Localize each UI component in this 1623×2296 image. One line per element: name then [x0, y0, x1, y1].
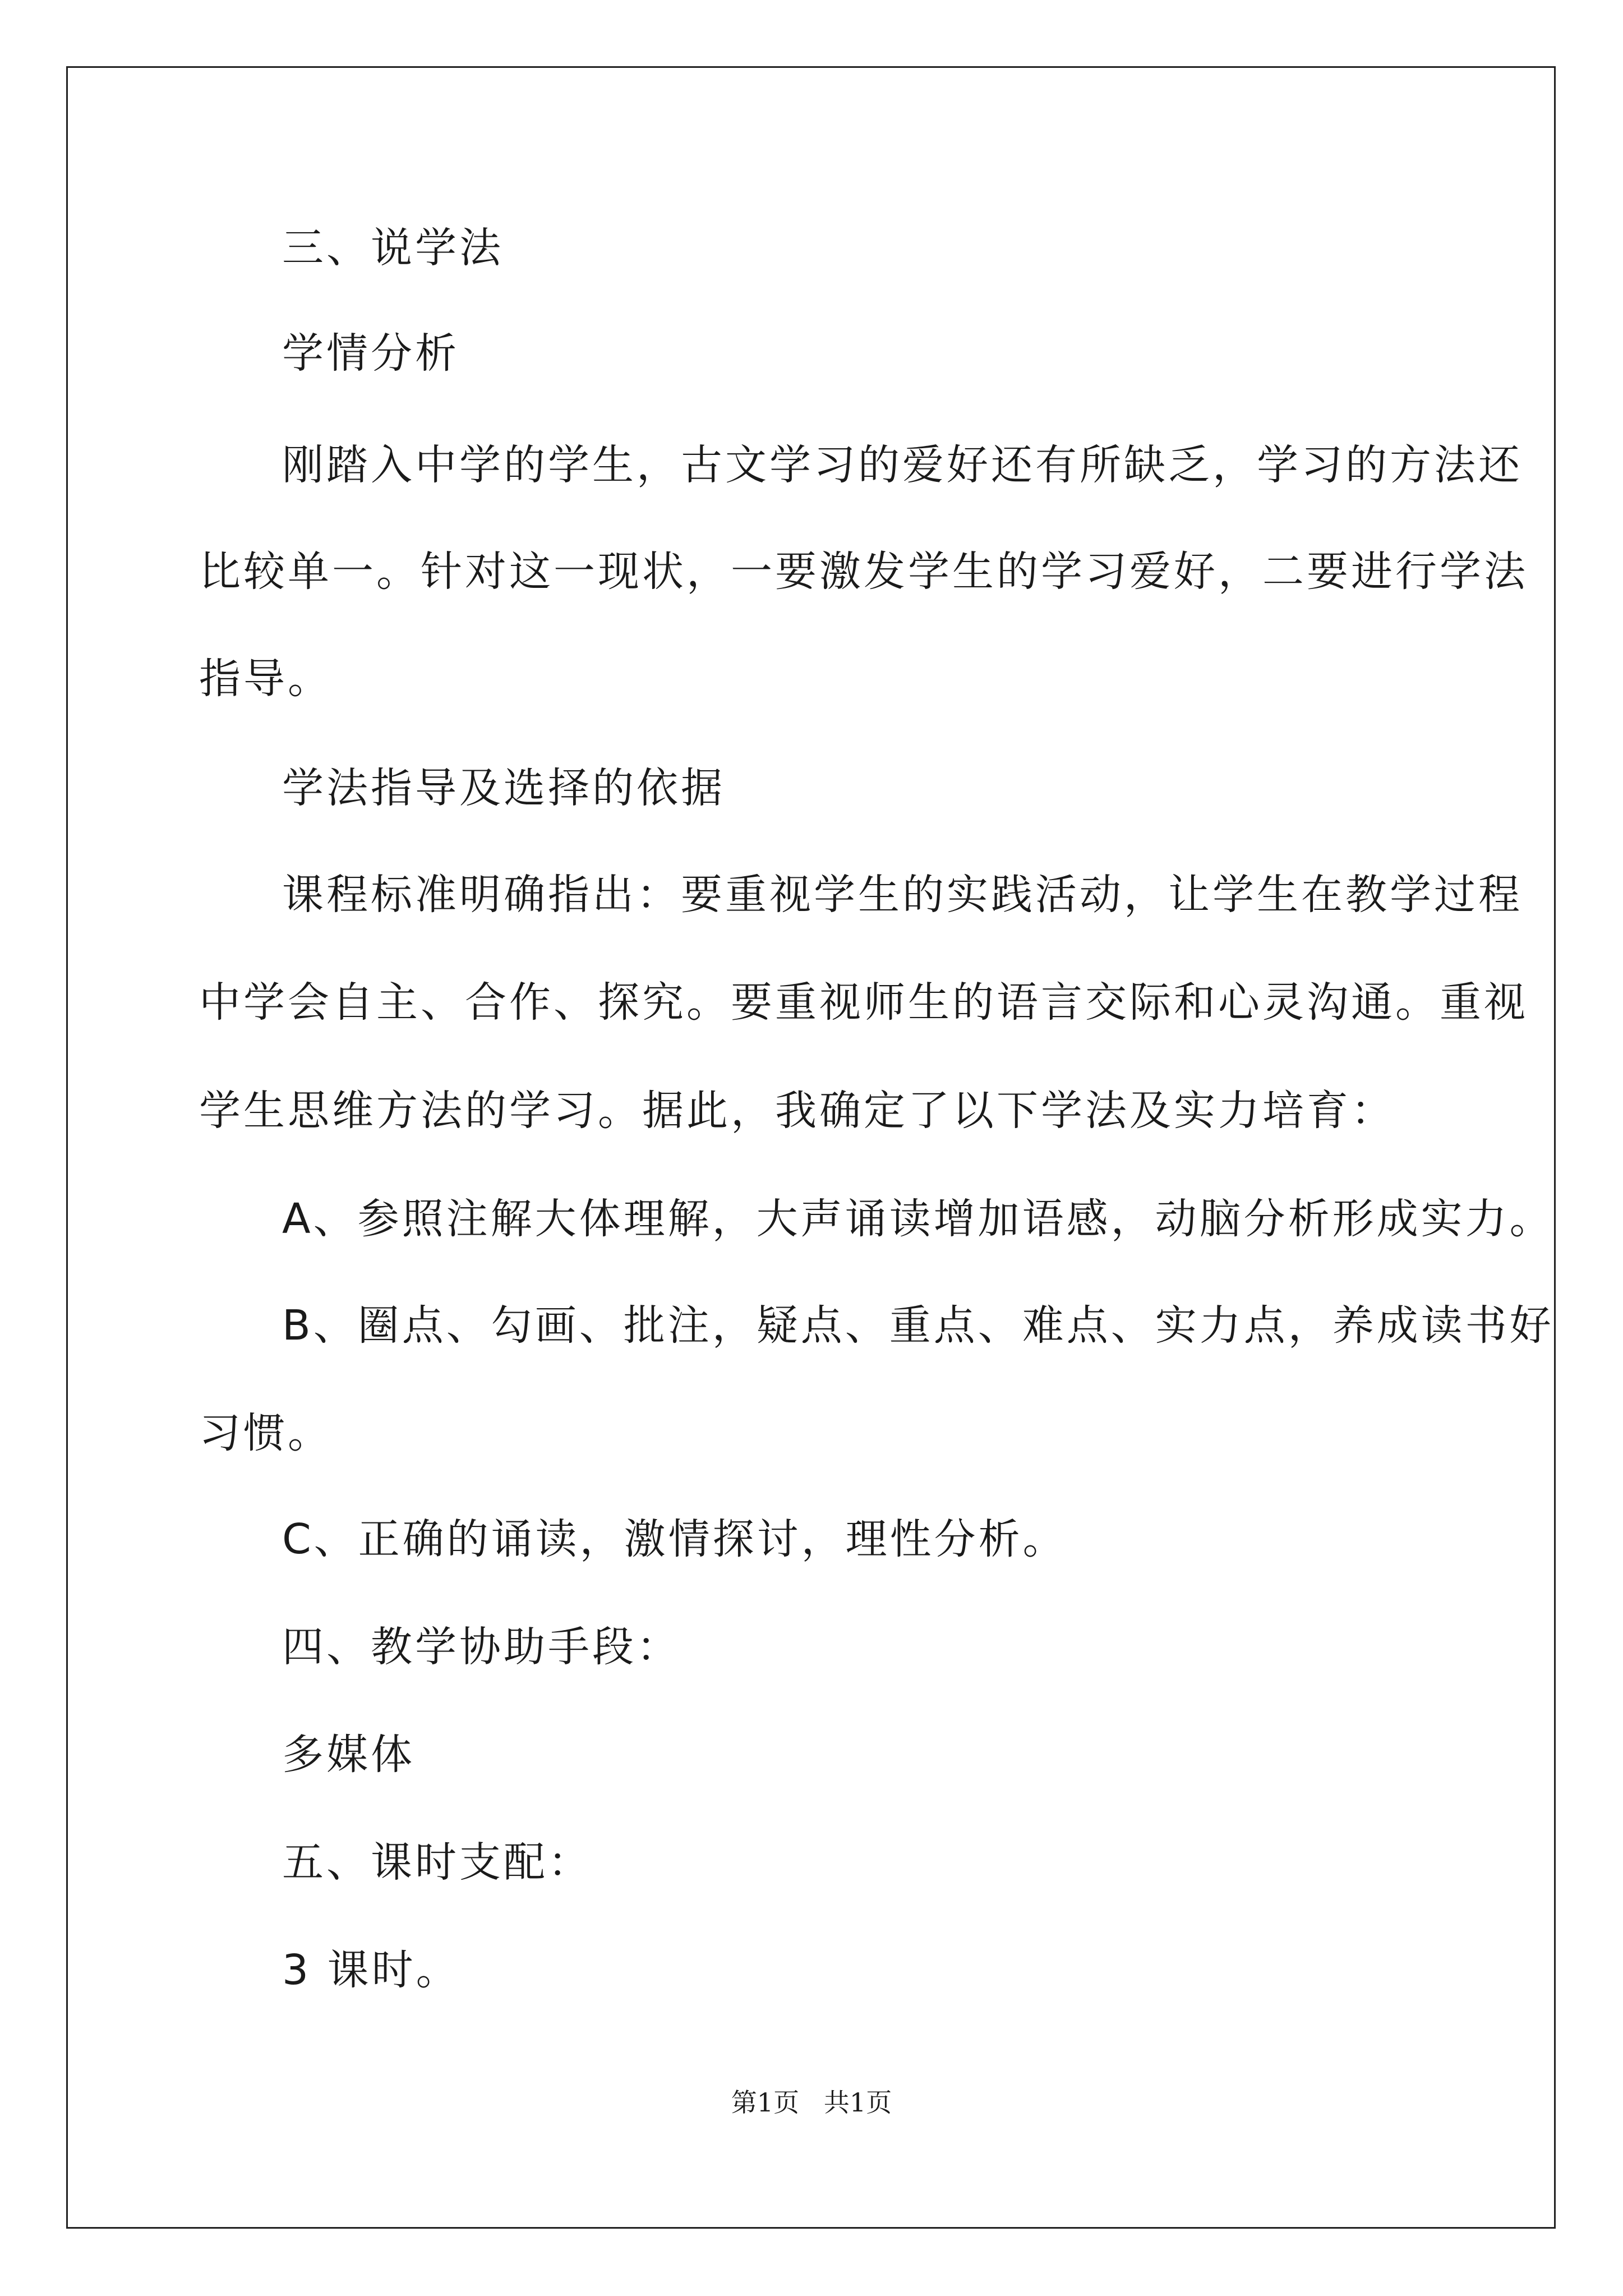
teaching-aid-item: 多媒体: [282, 1731, 415, 1779]
paragraph-line: 比较单一。针对这一现状，一要激发学生的学习爱好，二要进行学法: [199, 547, 1528, 596]
list-item-b-continued: 习惯。: [199, 1409, 332, 1457]
section-heading-schedule: 五、课时支配：: [282, 1838, 592, 1887]
subheading-method-basis: 学法指导及选择的依据: [282, 764, 725, 812]
list-item-a: A、参照注解大体理解，大声诵读增加语感，动脑分析形成实力。: [282, 1195, 1554, 1243]
subheading-learning-analysis: 学情分析: [282, 329, 459, 378]
paragraph-line: 指导。: [199, 655, 332, 703]
page-border: [66, 66, 1556, 2229]
list-item-b: B、圈点、勾画、批注，疑点、重点、难点、实力点，养成读书好: [282, 1301, 1554, 1350]
section-heading-teaching-aids: 四、教学协助手段：: [282, 1623, 681, 1671]
paragraph-line: 刚踏入中学的学生，古文学习的爱好还有所缺乏，学习的方法还: [282, 441, 1523, 489]
page-footer: 第1页 共1页: [731, 2087, 892, 2118]
list-item-c: C、正确的诵读，激情探讨，理性分析。: [282, 1515, 1067, 1563]
section-heading-study-method: 三、说学法: [282, 224, 504, 272]
schedule-value: 3 课时。: [282, 1946, 460, 1994]
paragraph-line: 中学会自主、合作、探究。要重视师生的语言交际和心灵沟通。重视: [199, 978, 1528, 1027]
paragraph-line: 课程标准明确指出：要重视学生的实践活动，让学生在教学过程: [282, 871, 1523, 919]
paragraph-line: 学生思维方法的学习。据此，我确定了以下学法及实力培育：: [199, 1087, 1395, 1135]
